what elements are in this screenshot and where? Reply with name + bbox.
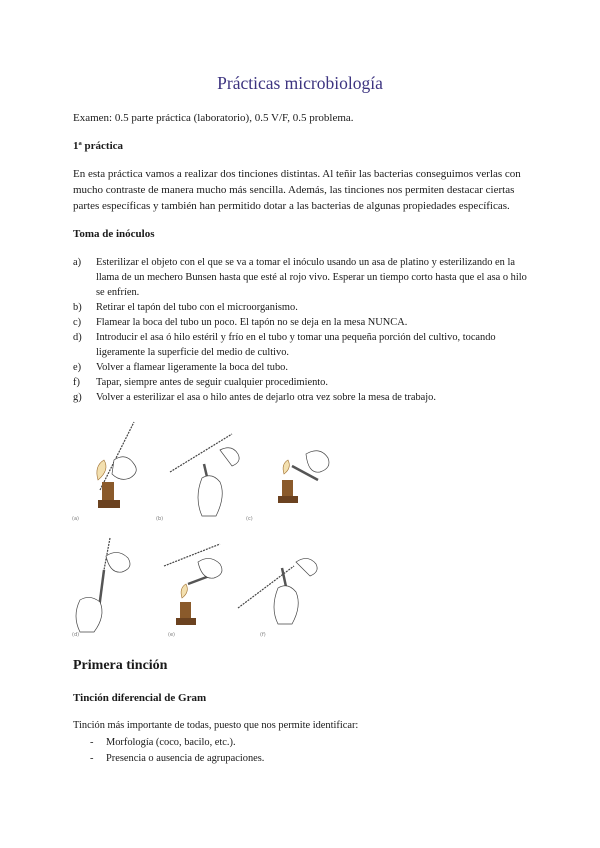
primera-tincion-heading: Primera tinción: [73, 658, 168, 673]
list-marker: g): [73, 392, 82, 403]
list-item-text: Retirar el tapón del tubo con el microorganismo.: [96, 302, 298, 313]
list-item: [73, 300, 533, 315]
steps-list: [73, 255, 533, 405]
list-item: [73, 735, 533, 751]
gram-list: [73, 735, 533, 766]
list-marker: d): [73, 332, 82, 343]
panel-e: [164, 544, 222, 638]
panel-c: [246, 451, 329, 522]
list-item: [73, 330, 533, 360]
list-item: [73, 255, 533, 300]
inoculos-heading: Toma de inóculos: [73, 228, 155, 240]
figure-label: (b): [156, 516, 164, 522]
list-item-text: Tapar, siempre antes de seguir cualquier procedimiento.: [96, 377, 328, 388]
list-marker: a): [73, 257, 82, 268]
figure-label: (f): [260, 632, 266, 638]
list-item: [73, 375, 533, 390]
list-item-text: Esterilizar el objeto con el que se va a tomar el inóculo usando un asa de platino y esterilizando en la llama de un mechero Bunsen hasta que esté al rojo vivo. Esperar un tiempo corto hasta que el asa o hilo se enfríen.: [96, 257, 527, 298]
panel-f: [238, 558, 317, 638]
exam-line: Examen: 0.5 parte práctica (laboratorio), 0.5 V/F, 0.5 problema.: [73, 112, 354, 124]
gram-heading: Tinción diferencial de Gram: [73, 692, 207, 704]
list-marker: -: [90, 737, 94, 748]
list-item: [73, 360, 533, 375]
list-item-text: Volver a esterilizar el asa o hilo antes de dejarlo otra vez sobre la mesa de trabajo.: [96, 392, 436, 403]
list-item: [73, 390, 533, 405]
list-item: [73, 315, 533, 330]
figure-label: (a): [72, 516, 79, 522]
inoculation-illustration: [70, 420, 332, 642]
list-marker: b): [73, 302, 82, 313]
list-marker: e): [73, 362, 82, 373]
panel-d: [72, 538, 130, 638]
list-marker: c): [73, 317, 82, 328]
list-item-text: Morfología (coco, bacilo, etc.).: [106, 737, 236, 748]
list-marker: f): [73, 377, 80, 388]
figure-label: (d): [72, 632, 80, 638]
section-heading-practica: 1ª práctica: [73, 140, 124, 152]
list-item-text: Volver a flamear ligeramente la boca del tubo.: [96, 362, 288, 373]
list-item-text: Presencia o ausencia de agrupaciones.: [106, 752, 265, 764]
panel-a: [72, 422, 136, 522]
gram-intro: Tinción más importante de todas, puesto que nos permite identificar:: [73, 720, 359, 731]
list-marker: -: [90, 752, 94, 764]
figure-label: (c): [246, 516, 253, 522]
panel-b: [156, 434, 239, 522]
figure-label: (e): [168, 632, 175, 638]
intro-paragraph: En esta práctica vamos a realizar dos tinciones distintas. Al teñir las bacterias conseguimos verlas con mucho contraste de manera mucho más sencilla. Además, las tinciones nos permiten destacar ciertas partes específicas y también han permitido dotar a las bacterias de algunas propiedades específicas.: [73, 168, 521, 212]
list-item-text: Introducir el asa ó hilo estéril y frío en el tubo y tomar una pequeña porción del cultivo, tocando ligeramente la superficie del medio de cultivo.: [96, 332, 496, 358]
page-title: Prácticas microbiología: [217, 73, 383, 93]
list-item-text: Flamear la boca del tubo un poco. El tapón no se deja en la mesa NUNCA.: [96, 317, 408, 328]
list-item: [73, 751, 533, 767]
